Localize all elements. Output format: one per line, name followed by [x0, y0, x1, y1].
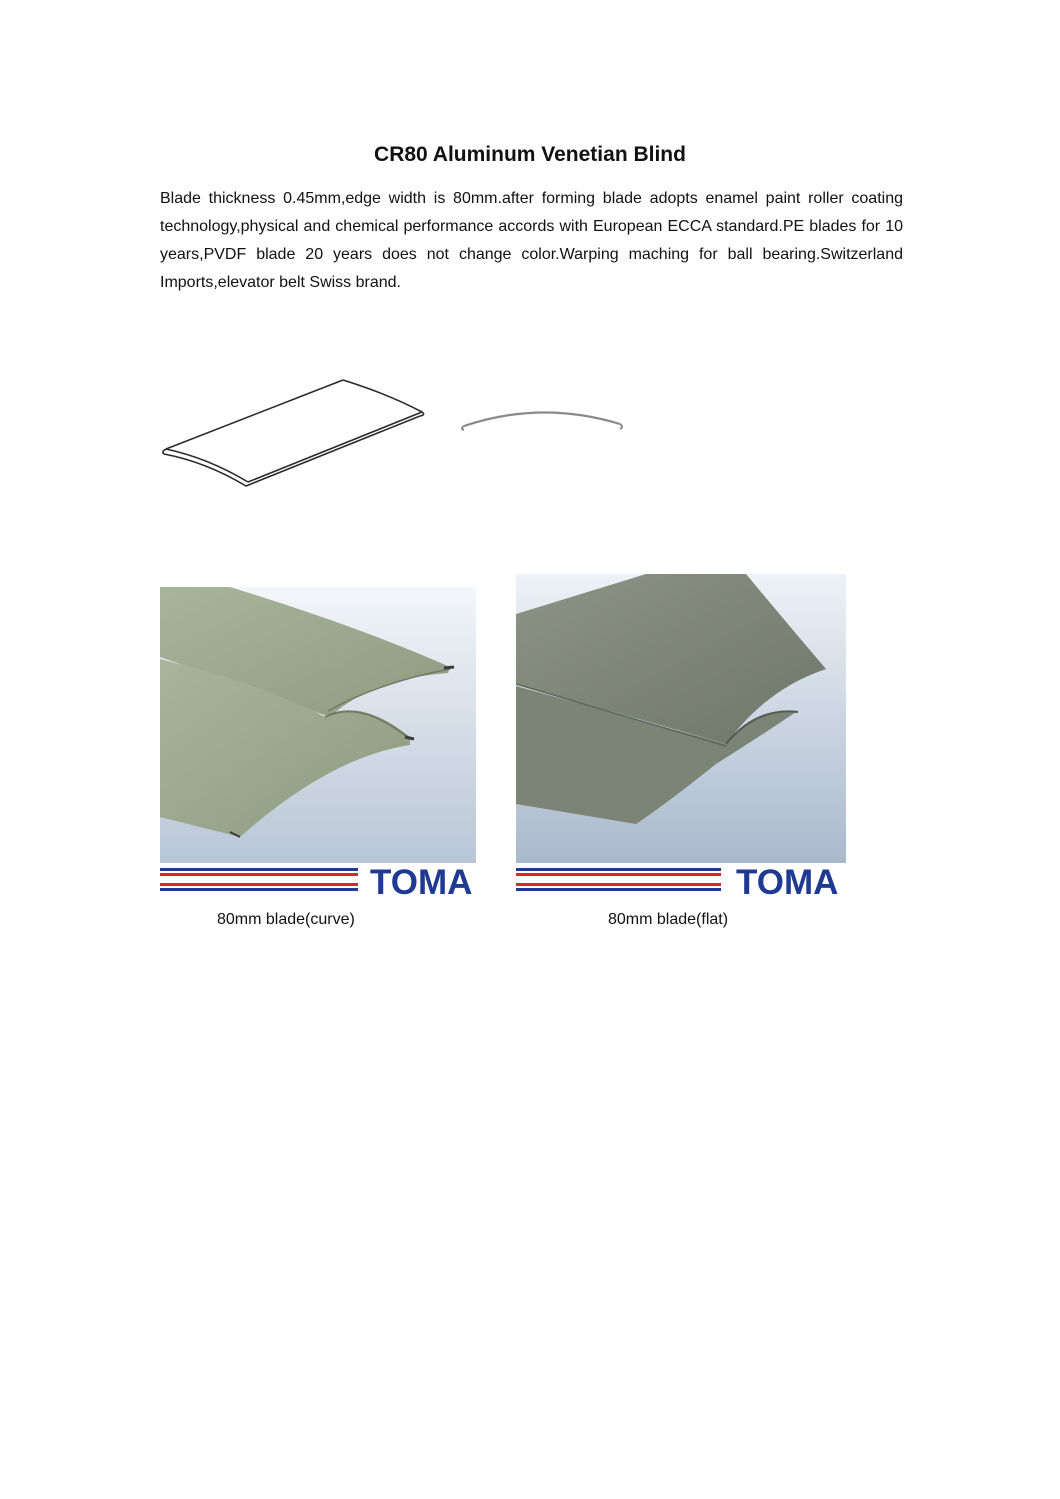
flat-blade-caption: 80mm blade(flat)	[608, 911, 729, 928]
flat-logo-text: TOMA	[736, 863, 839, 902]
curve-toma-logo	[160, 863, 476, 903]
blade-profile-drawing	[456, 402, 628, 436]
curve-blade-photo	[160, 587, 476, 903]
curve-logo-text: TOMA	[370, 863, 473, 902]
product-description: Blade thickness 0.45mm,edge width is 80mm.after forming blade adopts enamel paint roller coating technology,physical and chemical performance accords with European ECCA standard.PE blades for 10 years,PVDF blade 20 years does not change color.Warping maching for ball bearing.Switzerland Imports,elevator belt Swiss brand.	[160, 190, 903, 291]
flat-blade-photo	[516, 574, 846, 903]
page-title: CR80 Aluminum Venetian Blind	[374, 143, 686, 166]
curve-blade-caption: 80mm blade(curve)	[217, 911, 355, 928]
flat-toma-logo	[516, 863, 846, 903]
blade-outline-drawing	[158, 372, 430, 490]
